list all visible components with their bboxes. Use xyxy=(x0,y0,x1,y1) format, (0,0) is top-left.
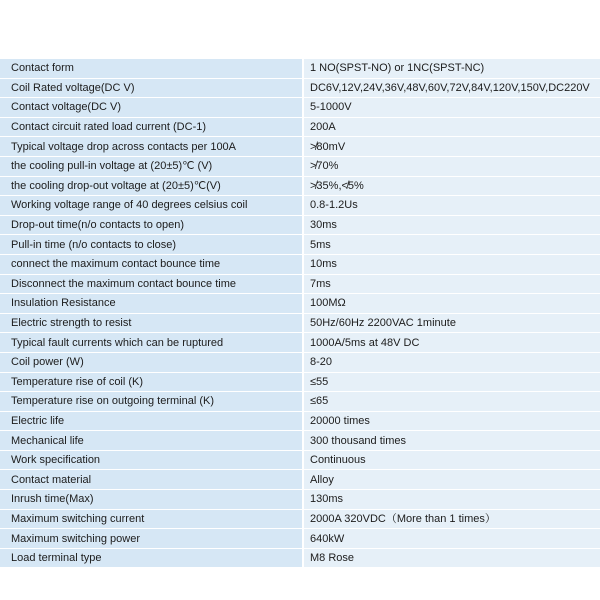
spec-row xyxy=(0,353,600,373)
spec-label: Insulation Resistance xyxy=(0,294,304,314)
spec-row xyxy=(0,118,600,138)
spec-label: Maximum switching power xyxy=(0,529,304,549)
spec-row xyxy=(0,98,600,118)
spec-row xyxy=(0,529,600,549)
spec-row xyxy=(0,392,600,412)
spec-value: 50Hz/60Hz 2200VAC 1minute xyxy=(304,314,600,334)
spec-value: ≤65 xyxy=(304,392,600,412)
spec-label: Inrush time(Max) xyxy=(0,490,304,510)
spec-label: Drop-out time(n/o contacts to open) xyxy=(0,216,304,236)
spec-label: Disconnect the maximum contact bounce time xyxy=(0,275,304,295)
spec-label: Maximum switching current xyxy=(0,510,304,530)
spec-label: Typical fault currents which can be ruptured xyxy=(0,333,304,353)
spec-row xyxy=(0,157,600,177)
spec-label: Contact voltage(DC V) xyxy=(0,98,304,118)
spec-value: 8-20 xyxy=(304,353,600,373)
spec-label: Temperature rise of coil (K) xyxy=(0,373,304,393)
spec-row xyxy=(0,137,600,157)
spec-value: 1000A/5ms at 48V DC xyxy=(304,333,600,353)
spec-row xyxy=(0,451,600,471)
spec-row xyxy=(0,255,600,275)
spec-label: Contact form xyxy=(0,58,304,79)
spec-label: Pull-in time (n/o contacts to close) xyxy=(0,235,304,255)
spec-value: 5ms xyxy=(304,235,600,255)
spec-row xyxy=(0,470,600,490)
spec-value: DC6V,12V,24V,36V,48V,60V,72V,84V,120V,150V,DC220V xyxy=(304,79,600,99)
spec-row xyxy=(0,490,600,510)
spec-value: ≯35%,≮5% xyxy=(304,177,600,197)
spec-value: 100MΩ xyxy=(304,294,600,314)
spec-value: Continuous xyxy=(304,451,600,471)
spec-label: the cooling pull-in voltage at (20±5)℃ (V) xyxy=(0,157,304,177)
spec-label: Mechanical life xyxy=(0,431,304,451)
spec-row xyxy=(0,510,600,530)
spec-row xyxy=(0,58,600,79)
spec-label: Load terminal type xyxy=(0,549,304,569)
spec-row xyxy=(0,431,600,451)
spec-row xyxy=(0,177,600,197)
spec-value: ≯70% xyxy=(304,157,600,177)
spec-row xyxy=(0,333,600,353)
spec-label: Temperature rise on outgoing terminal (K) xyxy=(0,392,304,412)
spec-value: 5-1000V xyxy=(304,98,600,118)
spec-value: 10ms xyxy=(304,255,600,275)
spec-value: 2000A 320VDC（More than 1 times） xyxy=(304,510,600,530)
spec-value: ≯80mV xyxy=(304,137,600,157)
spec-row xyxy=(0,196,600,216)
spec-row xyxy=(0,549,600,569)
spec-label: Electric strength to resist xyxy=(0,314,304,334)
spec-label: connect the maximum contact bounce time xyxy=(0,255,304,275)
spec-table xyxy=(0,58,600,568)
spec-row xyxy=(0,79,600,99)
spec-row xyxy=(0,373,600,393)
spec-value: 1 NO(SPST-NO) or 1NC(SPST-NC) xyxy=(304,58,600,79)
spec-label: Electric life xyxy=(0,412,304,432)
spec-value: Alloy xyxy=(304,470,600,490)
spec-value: M8 Rose xyxy=(304,549,600,569)
spec-value: 20000 times xyxy=(304,412,600,432)
spec-label: Coil power (W) xyxy=(0,353,304,373)
spec-value: 130ms xyxy=(304,490,600,510)
spec-value: 7ms xyxy=(304,275,600,295)
spec-value: 30ms xyxy=(304,216,600,236)
spec-value: 0.8-1.2Us xyxy=(304,196,600,216)
spec-row xyxy=(0,235,600,255)
spec-label: Coil Rated voltage(DC V) xyxy=(0,79,304,99)
spec-label: Contact material xyxy=(0,470,304,490)
spec-table-body xyxy=(0,58,600,568)
spec-label: Contact circuit rated load current (DC-1) xyxy=(0,118,304,138)
spec-label: Working voltage range of 40 degrees celsius coil xyxy=(0,196,304,216)
spec-row xyxy=(0,216,600,236)
spec-value: 640kW xyxy=(304,529,600,549)
spec-value: 300 thousand times xyxy=(304,431,600,451)
spec-row xyxy=(0,294,600,314)
spec-label: Typical voltage drop across contacts per 100A xyxy=(0,137,304,157)
spec-value: 200A xyxy=(304,118,600,138)
spec-value: ≤55 xyxy=(304,373,600,393)
spec-row xyxy=(0,275,600,295)
spec-label: the cooling drop-out voltage at (20±5)℃(V) xyxy=(0,177,304,197)
spec-row xyxy=(0,314,600,334)
spec-row xyxy=(0,412,600,432)
spec-label: Work specification xyxy=(0,451,304,471)
